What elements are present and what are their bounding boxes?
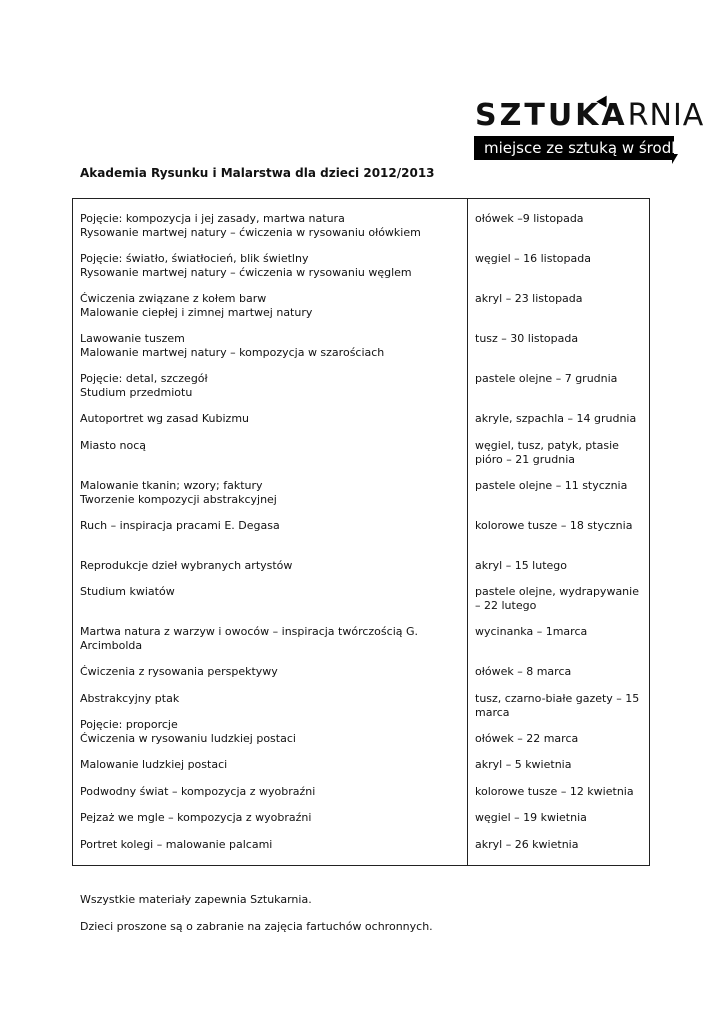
material-cell: węgiel, tusz, patyk, ptasie pióro – 21 grudnia — [475, 439, 619, 466]
column-divider — [467, 199, 468, 865]
material-cell: ołówek – 22 marca — [475, 732, 579, 745]
topic-cell — [80, 252, 455, 280]
topic-cell — [80, 585, 455, 599]
topic-cell — [80, 559, 455, 573]
topic-cell — [80, 212, 455, 240]
material-cell: ołówek – 8 marca — [475, 665, 572, 678]
apron-note: Dzieci proszone są o zabranie na zajęcia fartuchów ochronnych. — [80, 920, 433, 933]
topic-cell — [80, 758, 455, 772]
topic-line: Portret kolegi – malowanie palcami — [80, 838, 273, 851]
document-title: Akademia Rysunku i Malarstwa dla dzieci 2012/2013 — [80, 166, 435, 180]
material-cell: tusz, czarno-białe gazety – 15 marca — [475, 692, 640, 719]
logo-word-light: RNIA — [627, 98, 705, 133]
topic-line: Rysowanie martwej natury – ćwiczenia w rysowaniu ołówkiem — [80, 226, 421, 239]
material-cell: kolorowe tusze – 18 stycznia — [475, 519, 633, 532]
material-cell: ołówek –9 listopada — [475, 212, 584, 225]
topic-cell — [80, 625, 455, 653]
material-cell: akryl – 5 kwietnia — [475, 758, 572, 771]
logo-corner-mark — [672, 154, 678, 164]
topic-cell — [80, 439, 455, 453]
topic-cell — [80, 718, 455, 746]
topic-cell — [80, 479, 455, 507]
topic-cell — [80, 692, 455, 706]
topic-cell — [80, 811, 455, 825]
topic-line: Pejzaż we mgle – kompozycja z wyobraźni — [80, 811, 312, 824]
topic-cell — [80, 412, 455, 426]
topic-line: Ruch – inspiracja pracami E. Degasa — [80, 519, 280, 532]
materials-note: Wszystkie materiały zapewnia Sztukarnia. — [80, 893, 312, 906]
logo-word-bold: SZTUKA — [475, 98, 628, 133]
topic-line: Studium przedmiotu — [80, 386, 193, 399]
topic-cell — [80, 332, 455, 360]
topic-line: Ćwiczenia z rysowania perspektywy — [80, 665, 278, 678]
sztukarnia-logo — [474, 96, 705, 164]
logo-wordmark — [475, 96, 704, 136]
material-cell: węgiel – 19 kwietnia — [475, 811, 587, 824]
topic-line: Malowanie martwej natury – kompozycja w szarościach — [80, 346, 385, 359]
topic-line: Studium kwiatów — [80, 585, 175, 598]
schedule-table — [72, 198, 650, 866]
topic-line: Autoportret wg zasad Kubizmu — [80, 412, 250, 425]
topic-cell — [80, 785, 455, 799]
material-cell: pastele olejne – 11 stycznia — [475, 479, 628, 492]
topic-line: Malowanie ludzkiej postaci — [80, 758, 228, 771]
topic-line: Pojęcie: detal, szczegół — [80, 372, 208, 385]
topic-line: Pojęcie: kompozycja i jej zasady, martwa natura — [80, 212, 345, 225]
topic-line: Rysowanie martwej natury – ćwiczenia w rysowaniu węglem — [80, 266, 412, 279]
topic-cell — [80, 519, 455, 533]
material-cell: kolorowe tusze – 12 kwietnia — [475, 785, 634, 798]
material-cell: akryl – 26 kwietnia — [475, 838, 579, 851]
topic-line: Malowanie ciepłej i zimnej martwej natury — [80, 306, 313, 319]
topic-line: Ćwiczenia związane z kołem barw — [80, 292, 267, 305]
topic-cell — [80, 665, 455, 679]
material-cell: wycinanka – 1marca — [475, 625, 588, 638]
topic-line: Pojęcie: światło, światłocień, blik świetlny — [80, 252, 309, 265]
material-cell: tusz – 30 listopada — [475, 332, 579, 345]
topic-line: Tworzenie kompozycji abstrakcyjnej — [80, 493, 277, 506]
material-cell: pastele olejne, wydrapywanie – 22 lutego — [475, 585, 639, 612]
material-cell: akryle, szpachla – 14 grudnia — [475, 412, 637, 425]
topic-cell — [80, 372, 455, 400]
topic-line: Abstrakcyjny ptak — [80, 692, 180, 705]
topic-line: Ćwiczenia w rysowaniu ludzkiej postaci — [80, 732, 296, 745]
topic-line: Reprodukcje dzieł wybranych artystów — [80, 559, 293, 572]
topic-line: Lawowanie tuszem — [80, 332, 185, 345]
material-cell: pastele olejne – 7 grudnia — [475, 372, 618, 385]
material-cell: węgiel – 16 listopada — [475, 252, 591, 265]
material-cell: akryl – 23 listopada — [475, 292, 583, 305]
topic-cell — [80, 292, 455, 320]
logo-tagline: miejsce ze sztuką w środku — [474, 136, 674, 160]
topic-cell — [80, 838, 455, 852]
topic-line: Malowanie tkanin; wzory; faktury — [80, 479, 263, 492]
topic-line: Martwa natura z warzyw i owoców – inspiracja twórczością G. Arcimbolda — [80, 625, 419, 652]
material-cell: akryl – 15 lutego — [475, 559, 568, 572]
topic-line: Pojęcie: proporcje — [80, 718, 178, 731]
topic-line: Miasto nocą — [80, 439, 147, 452]
topic-line: Podwodny świat – kompozycja z wyobraźni — [80, 785, 316, 798]
